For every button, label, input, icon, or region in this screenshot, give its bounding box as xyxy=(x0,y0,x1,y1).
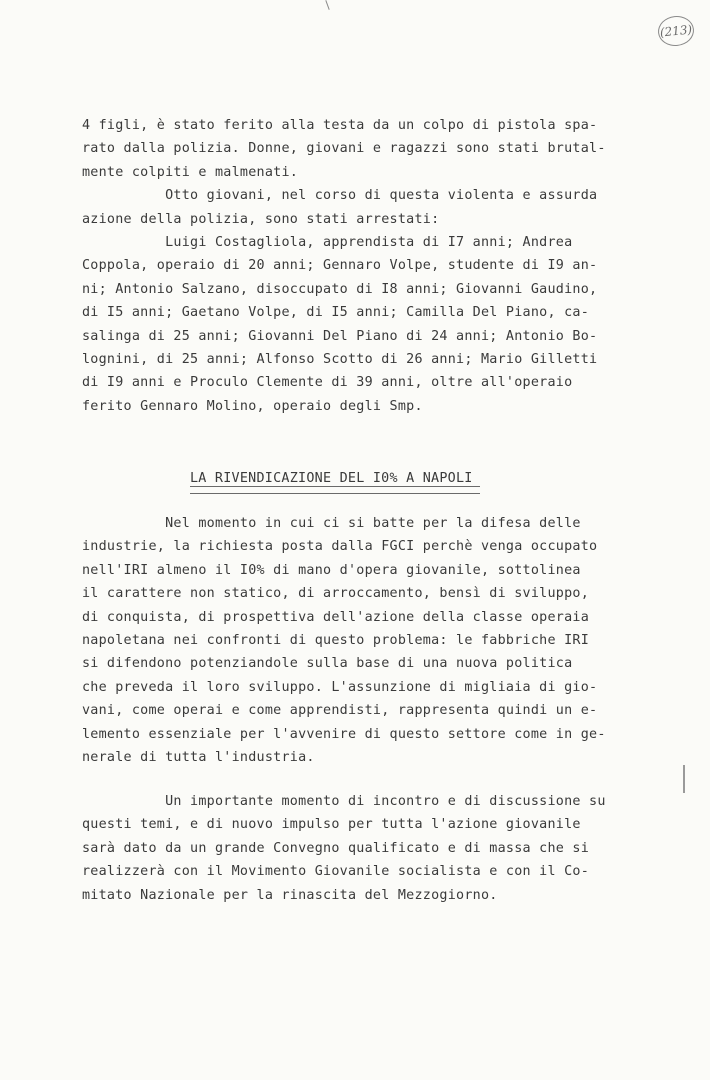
scan-mark xyxy=(325,0,329,10)
heading-double-underline xyxy=(190,486,480,494)
margin-mark xyxy=(683,765,685,793)
page-number-stamp: (213) xyxy=(657,14,696,48)
paragraph-iri-demand: Nel momento in cui ci si batte per la difesa delle industrie, la richiesta posta dalla FGCI perchè venga occupato nell'IRI almeno il I0% di mano d'opera giovanile, sottolinea il carattere non statico, di arroccamento, bensì di sviluppo, di conquista, di prospettiva dell'azione della classe operaia napoletana nei confronti di questo problema: le fabbriche IRI si difendono potenziandole sulla base di una nuova politica che preveda il loro sviluppo. L'assunzione di migliaia di gio- vani, come operai e come apprendisti, rappresenta quindi un e- lemento essenziale per l'avvenire di questo settore come in ge- nerale di tutta l'industria. xyxy=(82,516,606,766)
paragraph-arrests: 4 figli, è stato ferito alla testa da un colpo di pistola spa- rato dalla polizia. Donne, giovani e ragazzi sono stati brutal- mente colpiti e malmenati. Otto giovani, nel corso di questa violenta e assurda azione della polizia, sono stati arrestati: Luigi Costagliola, apprendista di I7 anni; Andrea Coppola, operaio di 20 anni; Gennaro Volpe, studente di I9 an- ni; Antonio Salzano, disoccupato di I8 anni; Giovanni Gaudino, di I5 anni; Gaetano Volpe, di I5 anni; Camilla Del Piano, ca- salinga di 25 anni; Giovanni Del Piano di 24 anni; Antonio Bo- lognini, di 25 anni; Alfonso Scotto di 26 anni; Mario Gilletti di I9 anni e Proculo Clemente di 39 anni, oltre all'operaio ferito Gennaro Molino, operaio degli Smp. xyxy=(82,118,606,414)
paragraph-convegno: Un importante momento di incontro e di discussione su questi temi, e di nuovo impulso per tutta l'azione giovanile sarà dato da un grande Convegno qualificato e di massa che si realizzerà con il Movimento Giovanile socialista e con il Co- mitato Nazionale per la rinascita del Mezzogiorno. xyxy=(82,794,606,903)
section-heading: LA RIVENDICAZIONE DEL I0% A NAPOLI xyxy=(190,471,473,486)
